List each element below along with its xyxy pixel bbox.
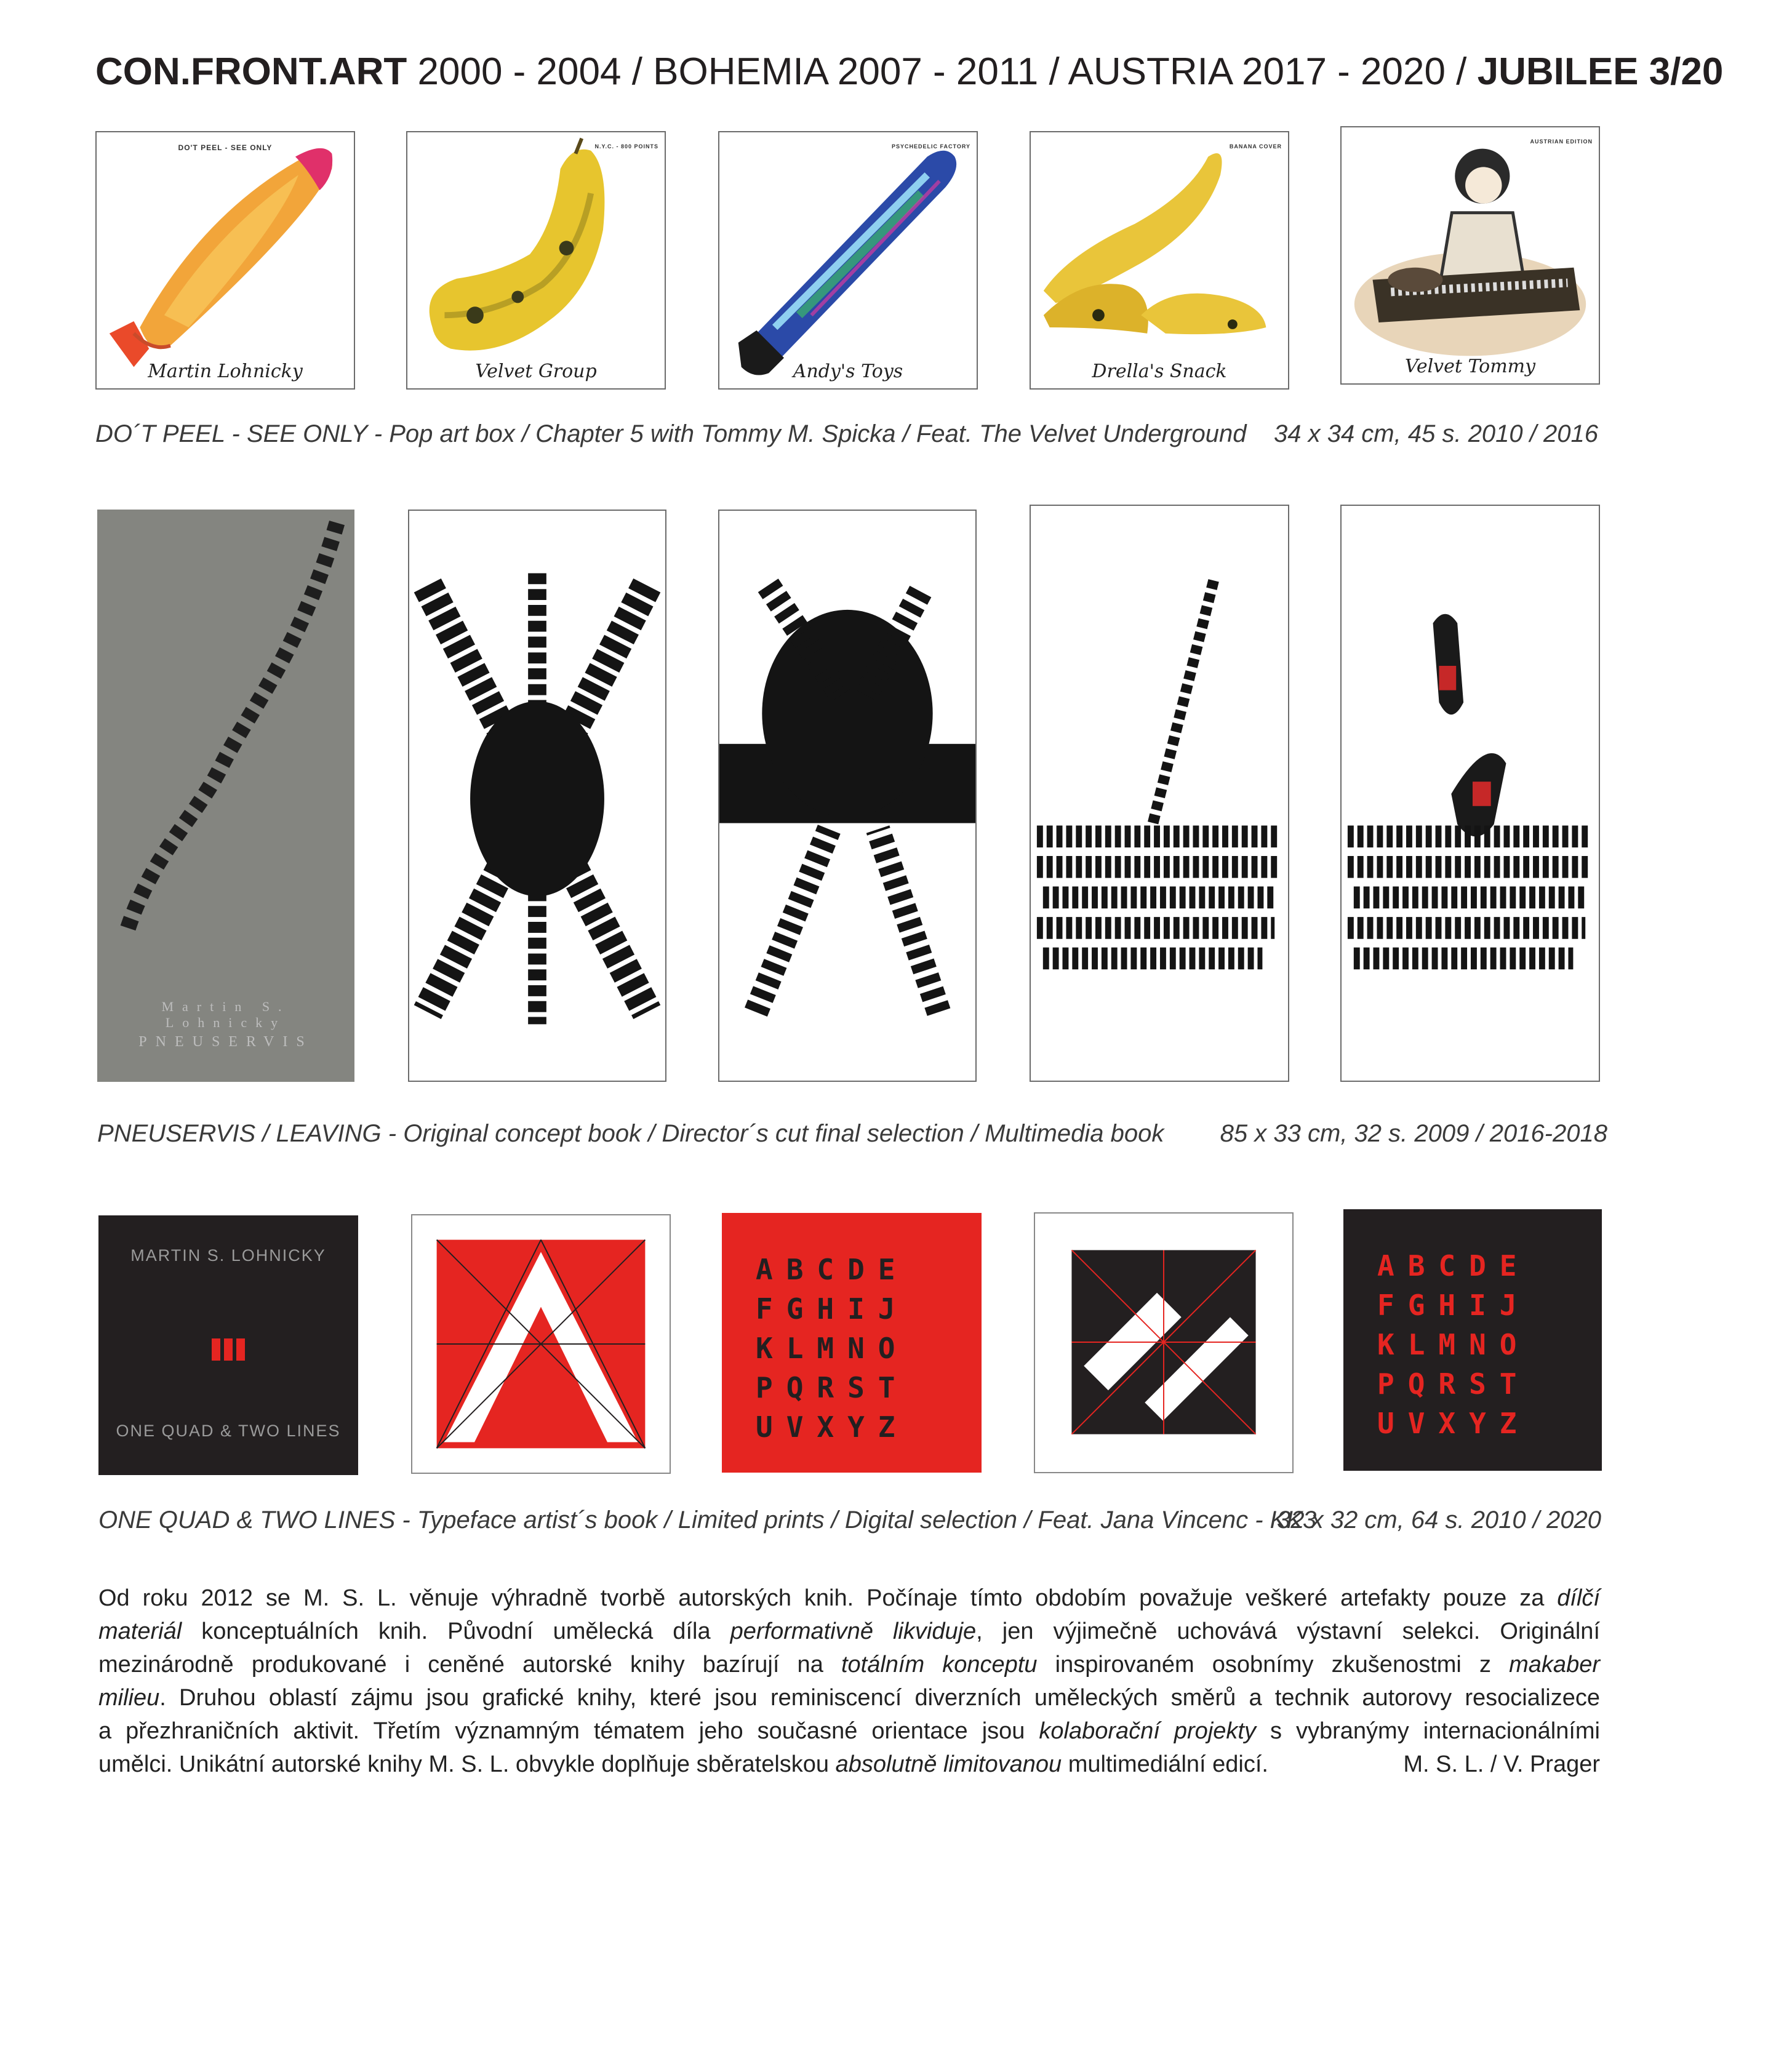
cover-tag: BANANA COVER xyxy=(1229,143,1282,150)
header-years: 2000 - 2004 / BOHEMIA 2007 - 2011 / AUSTRIA 2017 - 2020 / xyxy=(407,50,1478,93)
leaving-track-image xyxy=(1031,506,1288,1081)
tire-track-diagonal xyxy=(97,510,354,1082)
footprints-image xyxy=(1342,506,1599,1081)
cover-pear-banana xyxy=(406,131,666,390)
cover-title: PNEUSERVIS xyxy=(138,1034,313,1050)
header-jubilee: JUBILEE 3/20 xyxy=(1477,50,1724,93)
alphabet-grid xyxy=(1377,1246,1574,1443)
row3-caption: ONE QUAD & TWO LINES - Typeface artist´s book / Limited prints / Digital selection / Feat. Jana Vincenc - KK3 xyxy=(98,1506,1317,1534)
dj-portrait-image xyxy=(1342,127,1599,383)
description-paragraph xyxy=(98,1582,1600,1781)
alphabet-row: ABCDE xyxy=(1377,1249,1530,1282)
page-footprints xyxy=(1340,505,1600,1082)
pear-banana-image xyxy=(407,132,665,388)
alphabet-grid xyxy=(756,1250,953,1447)
cover-signature: Velvet Group xyxy=(475,361,597,382)
cover-signature: Drella's Snack xyxy=(1092,361,1227,382)
cover-rocket-banana xyxy=(95,131,355,390)
cover-peeled-bananas xyxy=(1030,131,1289,390)
alphabet-row: FGHIJ xyxy=(756,1292,909,1326)
cover-dj-portrait xyxy=(1340,126,1600,385)
triangle-construction xyxy=(412,1215,670,1473)
two-lines-construction xyxy=(1035,1214,1292,1472)
cover-author: Martin S. Lohnicky xyxy=(161,999,290,1030)
cover-signature: Martin Lohnicky xyxy=(148,361,303,382)
row1-dimensions: 34 x 34 cm, 45 s. 2010 / 2016 xyxy=(1273,420,1598,447)
cover-signature: Velvet Tommy xyxy=(1404,356,1536,377)
paragraph-line: a přezhraničních aktivit. Třetím významným tématem jeho současné orientace jsou kolaborační projekty s vybranýmy internacionálními xyxy=(98,1718,1600,1744)
cover-author: MARTIN S. LOHNICKY xyxy=(130,1246,326,1265)
cover-pneuservis xyxy=(97,510,354,1082)
paragraph-line: umělci. Unikátní autorské knihy M. S. L. obvykle doplňuje sběratelskou absolutně limitovanou multimediální edicí. M. S. L. / V. Prager xyxy=(98,1748,1600,1781)
alphabet-row: UVXYZ xyxy=(1377,1407,1530,1440)
quad-mark xyxy=(212,1338,245,1361)
page-two-lines xyxy=(1034,1212,1294,1473)
alphabet-row: KLMNO xyxy=(1377,1328,1530,1361)
alphabet-row: KLMNO xyxy=(756,1332,909,1365)
blue-toy-image xyxy=(719,132,977,388)
cover-one-quad xyxy=(98,1215,358,1475)
cover-tag: N.Y.C. - 800 POINTS xyxy=(594,143,658,150)
cover-tag: DO'T PEEL - SEE ONLY xyxy=(178,143,273,152)
alphabet-row: UVXYZ xyxy=(756,1410,909,1444)
header-brand: CON.FRONT.ART xyxy=(95,50,407,93)
cover-tag: PSYCHEDELIC FACTORY xyxy=(891,143,970,150)
cover-title: ONE QUAD & TWO LINES xyxy=(116,1422,341,1440)
page-splash-tracks xyxy=(718,510,977,1082)
paragraph-line: mezinárodně produkované i ceněné autorské knihy bazírují na totálním konceptu inspirovaném osobnímy zkušenostmi z makaber xyxy=(98,1652,1600,1678)
page-alphabet-red xyxy=(722,1213,982,1473)
alphabet-row: PQRST xyxy=(1377,1367,1530,1401)
rocket-banana-image xyxy=(97,132,354,388)
row3-dimensions: 32 x 32 cm, 64 s. 2010 / 2020 xyxy=(1276,1506,1601,1534)
author-signature: M. S. L. / V. Prager xyxy=(1403,1751,1600,1777)
cover-blue-toy xyxy=(718,131,978,390)
alphabet-row: PQRST xyxy=(756,1371,909,1404)
page-header xyxy=(95,38,1724,106)
paragraph-line: Od roku 2012 se M. S. L. věnuje výhradně tvorbě autorských knih. Počínaje tímto obdobím považuje veškeré artefakty pouze za dílčí xyxy=(98,1585,1600,1611)
page-x-tracks xyxy=(408,510,666,1082)
paragraph-line: materiál konceptuálních knih. Původní umělecká díla performativně likviduje, jen výjimečně uchovává výstavní selekci. Originální xyxy=(98,1618,1600,1644)
row2-caption: PNEUSERVIS / LEAVING - Original concept book / Director´s cut final selection / Multimedia book xyxy=(97,1120,1164,1147)
paragraph-line: milieu. Druhou oblastí zájmu jsou grafické knihy, které jsou reminiscencí diverzních uměleckých směrů a technik autorovy resocializece xyxy=(98,1685,1600,1711)
splash-tracks-image xyxy=(719,511,975,1081)
page-leaving-track xyxy=(1030,505,1289,1082)
peeled-bananas-image xyxy=(1031,132,1288,388)
page-triangle xyxy=(411,1214,671,1474)
page-alphabet-black xyxy=(1343,1209,1602,1471)
cover-signature: Andy's Toys xyxy=(793,361,903,382)
cover-tag: AUSTRIAN EDITION xyxy=(1530,138,1593,145)
row1-caption: DO´T PEEL - SEE ONLY - Pop art box / Chapter 5 with Tommy M. Spicka / Feat. The Velvet Underground xyxy=(95,420,1247,447)
alphabet-row: FGHIJ xyxy=(1377,1289,1530,1322)
x-tracks-image xyxy=(409,511,665,1081)
alphabet-row: ABCDE xyxy=(756,1253,909,1286)
row2-dimensions: 85 x 33 cm, 32 s. 2009 / 2016-2018 xyxy=(1220,1120,1607,1147)
